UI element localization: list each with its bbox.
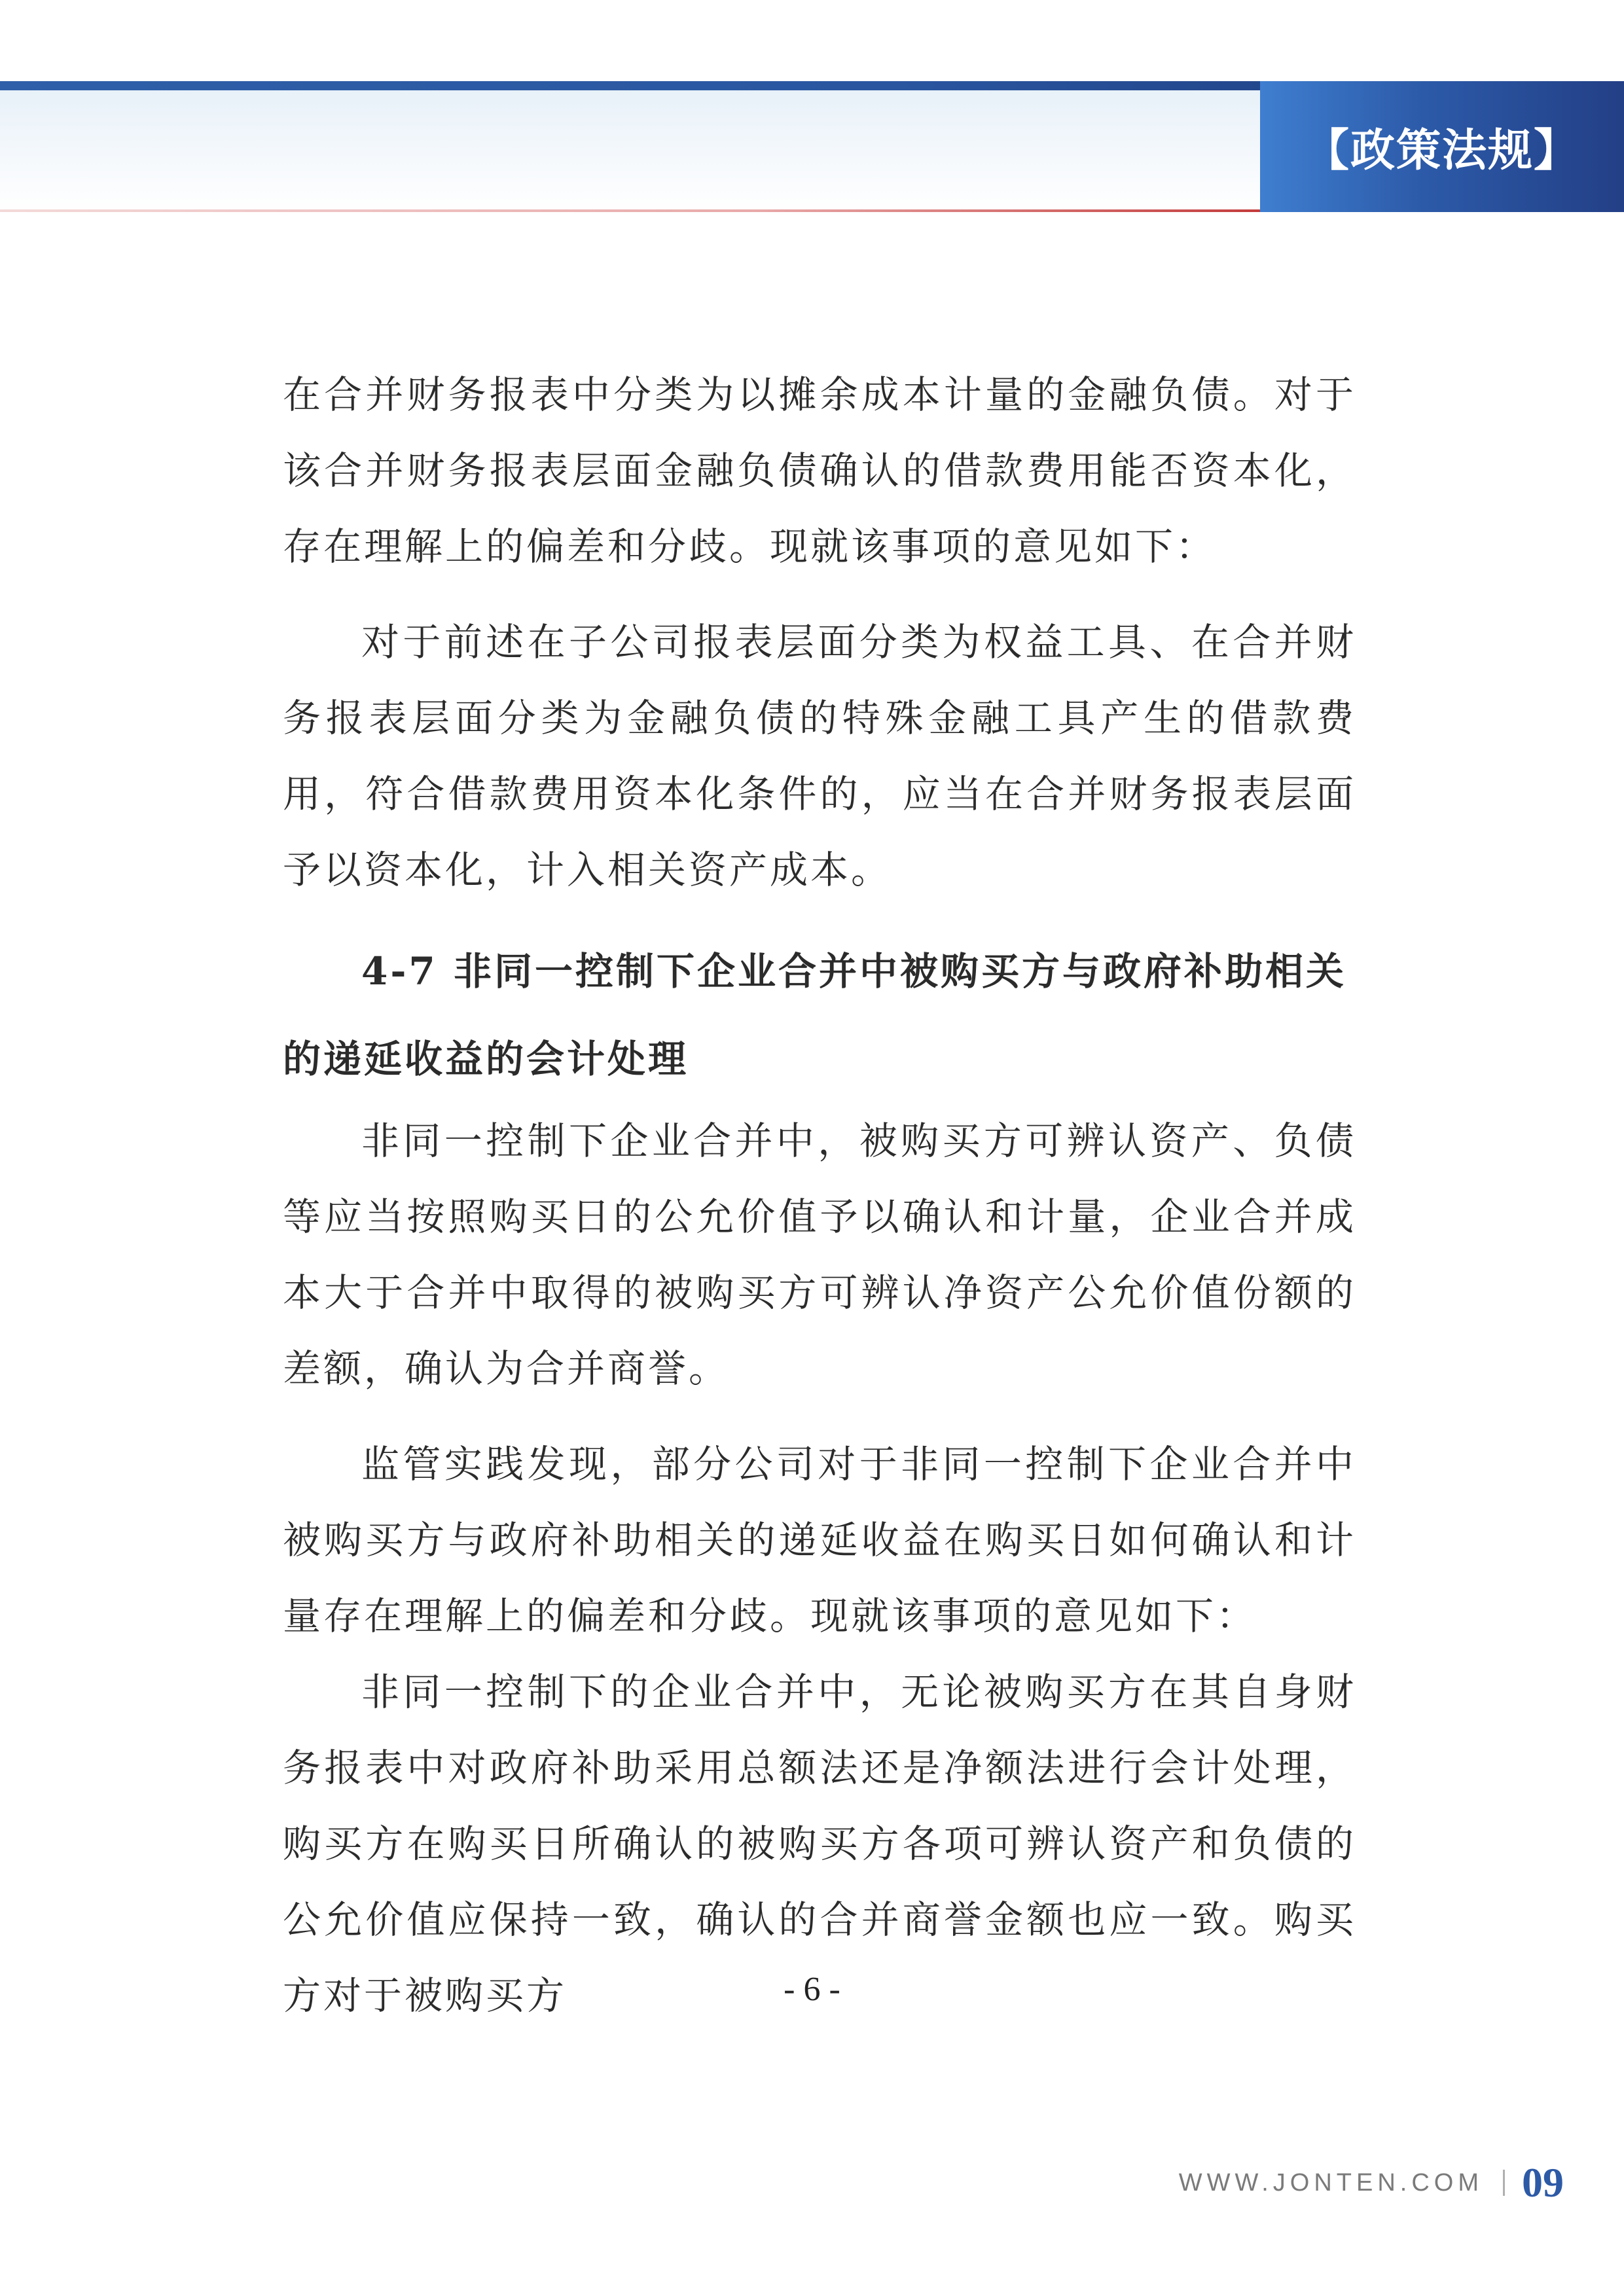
- section-tag: 【政策法规】: [1304, 124, 1579, 177]
- header-bottom-rule: [0, 209, 1260, 212]
- footer-website[interactable]: WWW.JONTEN.COM: [1178, 2168, 1483, 2197]
- body-paragraph-1: 在合并财务报表中分类为以摊余成本计量的金融负债。对于该合并财务报表层面金融负债确认的借款费用能否资本化，存在理解上的偏差和分歧。现就该事项的意见如下：: [283, 372, 1356, 569]
- header-band: [0, 81, 1260, 212]
- body-paragraph-4: 监管实践发现，部分公司对于非同一控制下企业合并中被购买方与政府补助相关的递延收益在购买日如何确认和计量存在理解上的偏差和分歧。现就该事项的意见如下：: [283, 1442, 1356, 1638]
- body-paragraph-3: 非同一控制下企业合并中，被购买方可辨认资产、负债等应当按照购买日的公允价值予以确认和计量，企业合并成本大于合并中取得的被购买方可辨认净资产公允价值份额的差额，确认为合并商誉。: [283, 1119, 1356, 1391]
- footer-divider: [1503, 2170, 1505, 2196]
- section-tag-box: [1260, 81, 1624, 212]
- section-heading: 4-7 非同一控制下企业合并中被购买方与政府补助相关的递延收益的会计处理: [283, 949, 1346, 1081]
- page-number: - 6 -: [784, 1971, 840, 2008]
- header-top-rule: [0, 81, 1260, 90]
- footer-page-number: 09: [1522, 2159, 1564, 2206]
- footer: [1179, 2153, 1564, 2212]
- body-paragraph-5: 非同一控制下的企业合并中，无论被购买方在其自身财务报表中对政府补助采用总额法还是净额法进行会计处理，购买方在购买日所确认的被购买方各项可辨认资产和负债的公允价值应保持一致，确认的合并商誉金额也应一致。购买方对于被购买方: [283, 1670, 1356, 2018]
- document-body: [283, 357, 1356, 2034]
- body-paragraph-2: 对于前述在子公司报表层面分类为权益工具、在合并财务报表层面分类为金融负债的特殊金融工具产生的借款费用，符合借款费用资本化条件的，应当在合并财务报表层面予以资本化，计入相关资产成本。: [283, 620, 1356, 892]
